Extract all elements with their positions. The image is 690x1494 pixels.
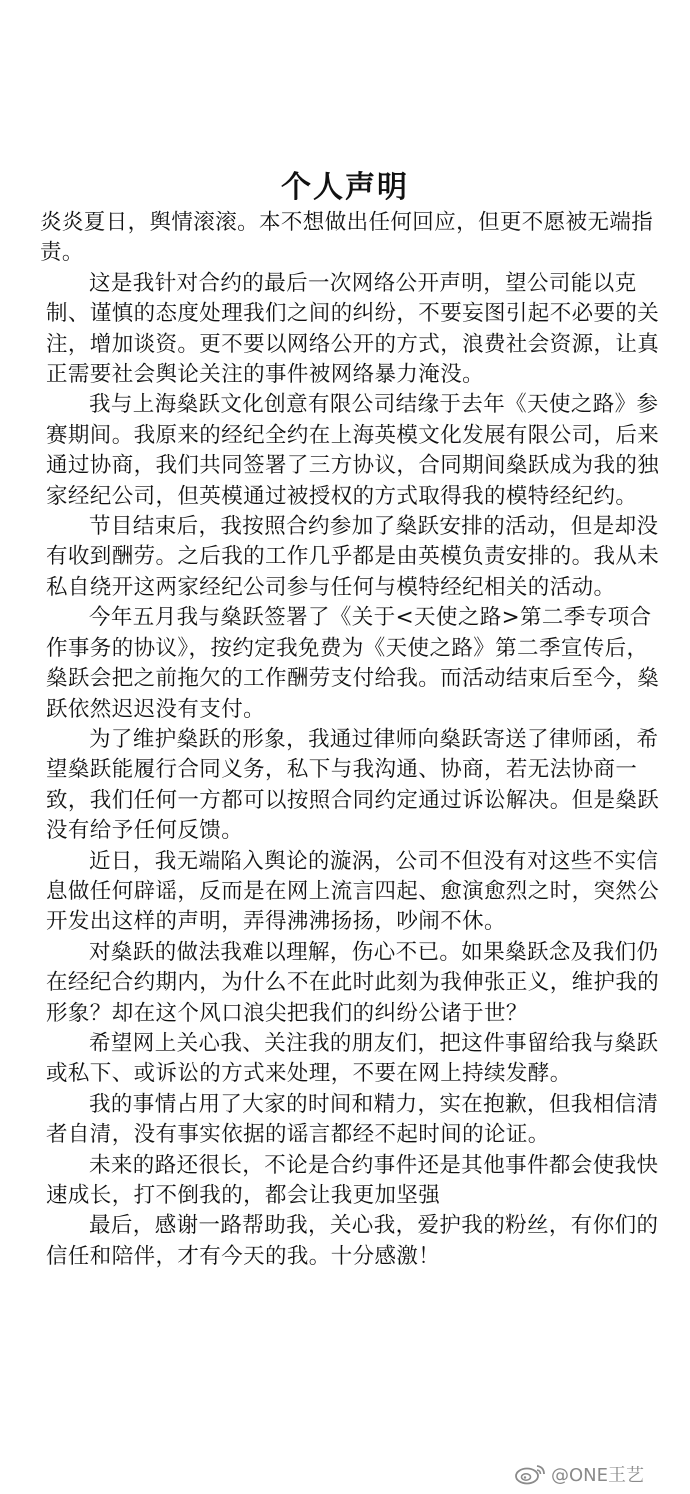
paragraph-thanks: 最后，感谢一路帮助我，关心我，爱护我的粉丝，有你们的信任和陪伴，才有今天的我。十分感激！ [46,1213,659,1269]
paragraph-final-statement: 这是我针对合约的最后一次网络公开声明，望公司能以克制、谨慎的态度处理我们之间的纠纷，不要妄图引起不必要的关注，增加谈资。更不要以网络公开的方式，浪费社会资源，让真正需要社会舆论关注的事件被网络暴力淹没。 [46,270,660,388]
weibo-logo-icon [513,1463,547,1485]
statement-document [0,168,690,1272]
paragraph-may-agreement: 今年五月我与燊跃签署了《关于<天使之路>第二季专项合作事务的协议》，按约定我免费为《天使之路》第二季宣传后，燊跃会把之前拖欠的工作酬劳支付给我。而活动结束后至今，燊跃依然迟迟没有支付。 [46,605,660,722]
paragraph-apology: 我的事情占用了大家的时间和精力，实在抱歉，但我相信清者自清，没有事实依据的谣言都经不起时间的论证。 [46,1091,659,1148]
watermark-handle: @ONE王艺 [550,1465,644,1486]
document-title: 个人声明 [281,170,409,205]
paragraph-lawyer-letter: 为了维护燊跃的形象，我通过律师向燊跃寄送了律师函，希望燊跃能履行合同义务，私下与我沟通、协商，若无法协商一致，我们任何一方都可以按照合同约定通过诉讼解决。但是燊跃没有给予任何反馈。 [46,726,660,844]
paragraph-unpaid-activity: 节目结束后，我按照合约参加了燊跃安排的活动，但是却没有收到酬劳。之后我的工作几乎都是由英模负责安排的。我从未私自绕开这两家经纪公司参与任何与模特经纪相关的活动。 [46,514,660,600]
paragraph-opening: 炎炎夏日，舆情滚滚。本不想做出任何回应，但更不愿被无端指责。 [40,210,654,266]
paragraph-recent-events: 近日，我无端陷入舆论的漩涡，公司不但没有对这些不实信息做任何辟谣，反而是在网上流言四起、愈演愈烈之时，突然公开发出这样的声明，弄得沸沸扬扬，吵闹不休。 [46,848,660,935]
paragraph-disappointment: 对燊跃的做法我难以理解，伤心不已。如果燊跃念及我们仍在经纪合约期内，为什么不在此时此刻为我伸张正义，维护我的形象？却在这个风口浪尖把我们的纠纷公诸于世？ [46,939,660,1026]
paragraph-request: 希望网上关心我、关注我的朋友们，把这件事留给我与燊跃或私下、或诉讼的方式来处理，不要在网上持续发酵。 [46,1030,659,1087]
paragraph-background: 我与上海燊跃文化创意有限公司结缘于去年《天使之路》参赛期间。我原来的经纪全约在上海英模文化发展有限公司，后来通过协商，我们共同签署了三方协议，合同期间燊跃成为我的独家经纪公司，但英模通过被授权的方式取得我的模特经纪约。 [46,392,660,509]
paragraph-future: 未来的路还很长，不论是合约事件还是其他事件都会使我快速成长，打不倒我的，都会让我更加坚强 [46,1152,659,1208]
document-body [0,208,690,1272]
weibo-watermark [513,1460,644,1488]
